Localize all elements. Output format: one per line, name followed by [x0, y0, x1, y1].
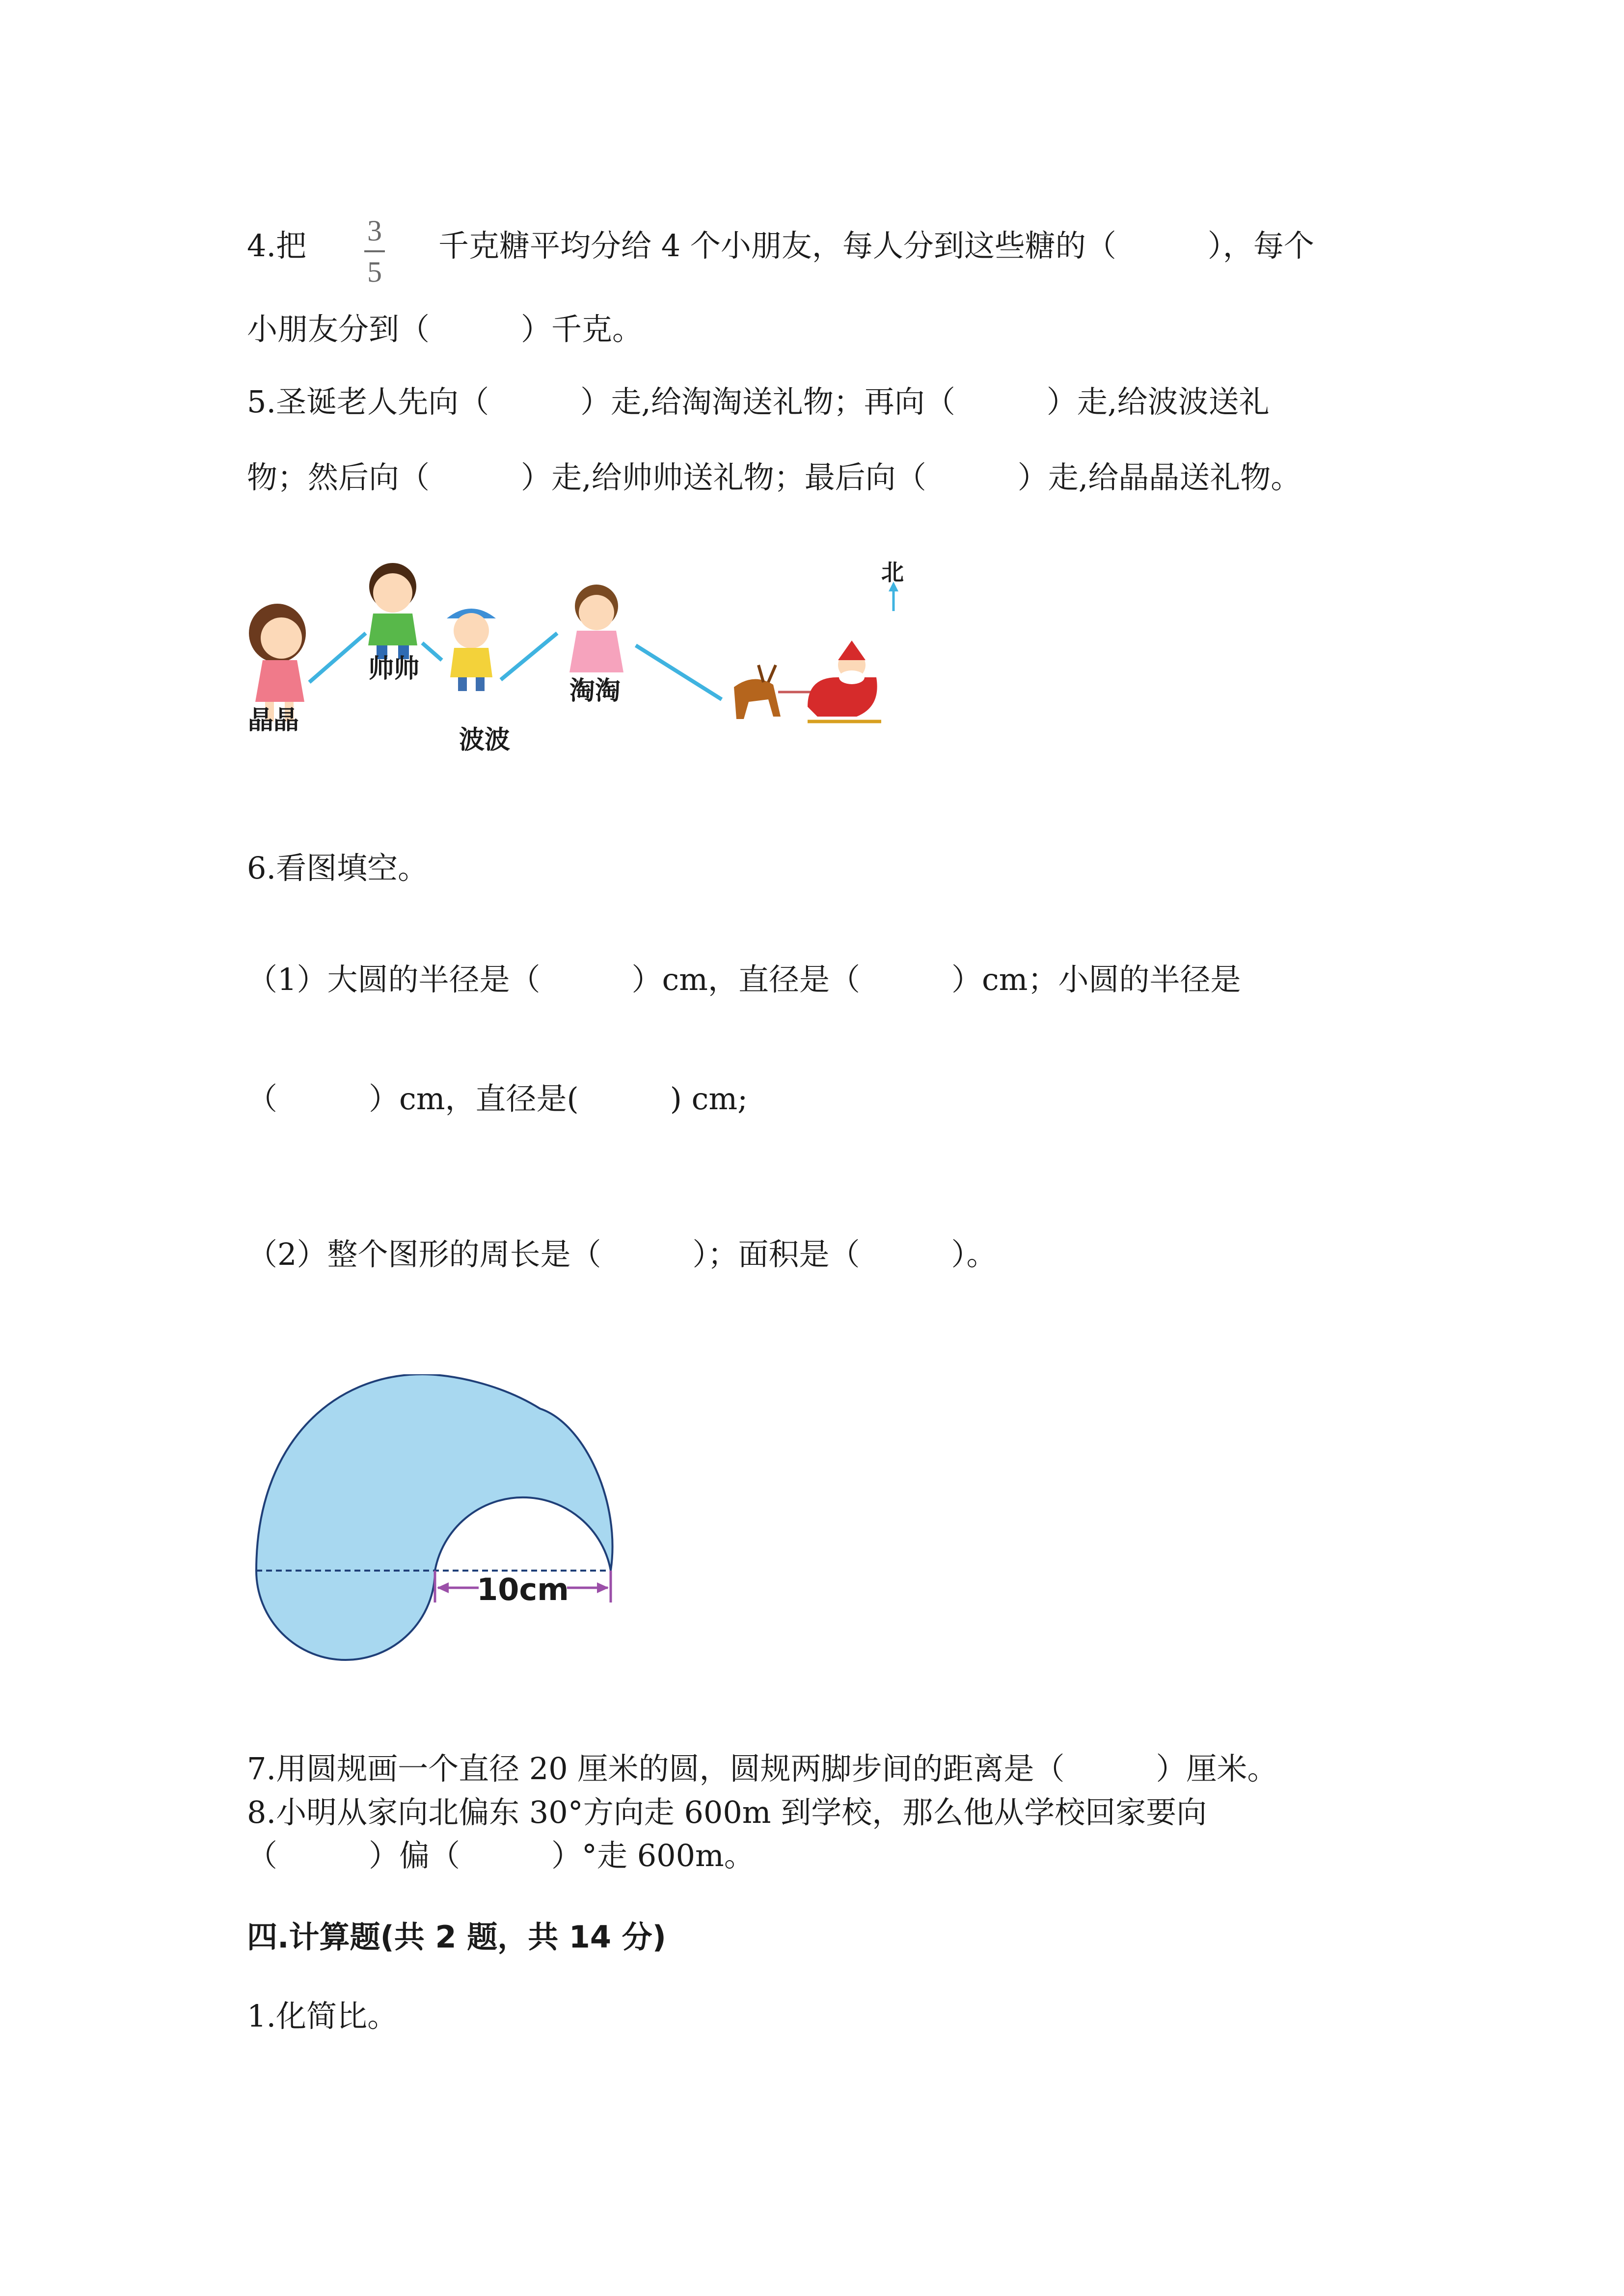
route-line-bobo-taotao: [501, 633, 557, 680]
c1-text: 1.化简比。: [247, 1998, 398, 2034]
q4-line1: 千克糖平均分给 4 个小朋友，每人分到这些糖的（ ），每个: [438, 228, 1314, 264]
shaded-region: [256, 1374, 613, 1660]
q6-part2: （2）整个图形的周长是（ ）；面积是（ ）。: [247, 1236, 997, 1272]
arrowhead-left-icon: [437, 1582, 449, 1593]
route-line-shuaishuai-bobo: [422, 643, 442, 660]
q4-line2: 小朋友分到（ ）千克。: [247, 311, 643, 347]
q8-line1: 8.小明从家向北偏东 30°方向走 600m 到学校，那么他从学校回家要向: [247, 1794, 1207, 1830]
shuaishuai-figure: [368, 563, 417, 659]
label-north: 北: [881, 560, 904, 586]
fraction-numerator: 3: [367, 214, 382, 247]
q4-fraction: [360, 216, 389, 287]
circle-figure: [245, 1374, 628, 1664]
section4-heading: 四.计算题(共 2 题，共 14 分): [247, 1919, 666, 1955]
fraction-denominator: 5: [367, 256, 382, 288]
label-bobo: 波波: [459, 725, 511, 755]
fraction-bar: [364, 250, 385, 252]
santa-route-figure: [243, 560, 930, 771]
route-line-taotao-santa: [636, 645, 722, 699]
q4-prefix: 4.把: [247, 228, 307, 264]
label-jingjing: 晶晶: [248, 706, 299, 735]
label-shuaishuai: 帅帅: [368, 654, 420, 684]
q8-line2: （ ）偏（ ）°走 600m。: [247, 1838, 755, 1873]
dimension-label: 10cm: [477, 1572, 569, 1607]
q5-line1: 5.圣诞老人先向（ ）走,给淘淘送礼物；再向（ ）走,给波波送礼: [247, 384, 1270, 420]
arrowhead-right-icon: [597, 1582, 609, 1593]
q7-text: 7.用圆规画一个直径 20 厘米的圆，圆规两脚步间的距离是（ ）厘米。: [247, 1751, 1278, 1787]
north-arrow-icon: [889, 582, 898, 611]
label-taotao: 淘淘: [569, 676, 621, 706]
q6-part1-line2: （ ）cm，直径是( ) cm;: [247, 1081, 748, 1117]
q6-title: 6.看图填空。: [247, 850, 429, 886]
jingjing-figure: [249, 604, 306, 721]
taotao-figure: [569, 585, 623, 672]
santa-sleigh-figure: [734, 641, 881, 721]
route-line-jingjing-shuaishuai: [309, 633, 366, 682]
bobo-figure: [447, 609, 496, 691]
q6-part1-line1: （1）大圆的半径是（ ）cm，直径是（ ）cm；小圆的半径是: [247, 961, 1241, 997]
q5-line2: 物；然后向（ ）走,给帅帅送礼物；最后向（ ）走,给晶晶送礼物。: [247, 459, 1301, 495]
